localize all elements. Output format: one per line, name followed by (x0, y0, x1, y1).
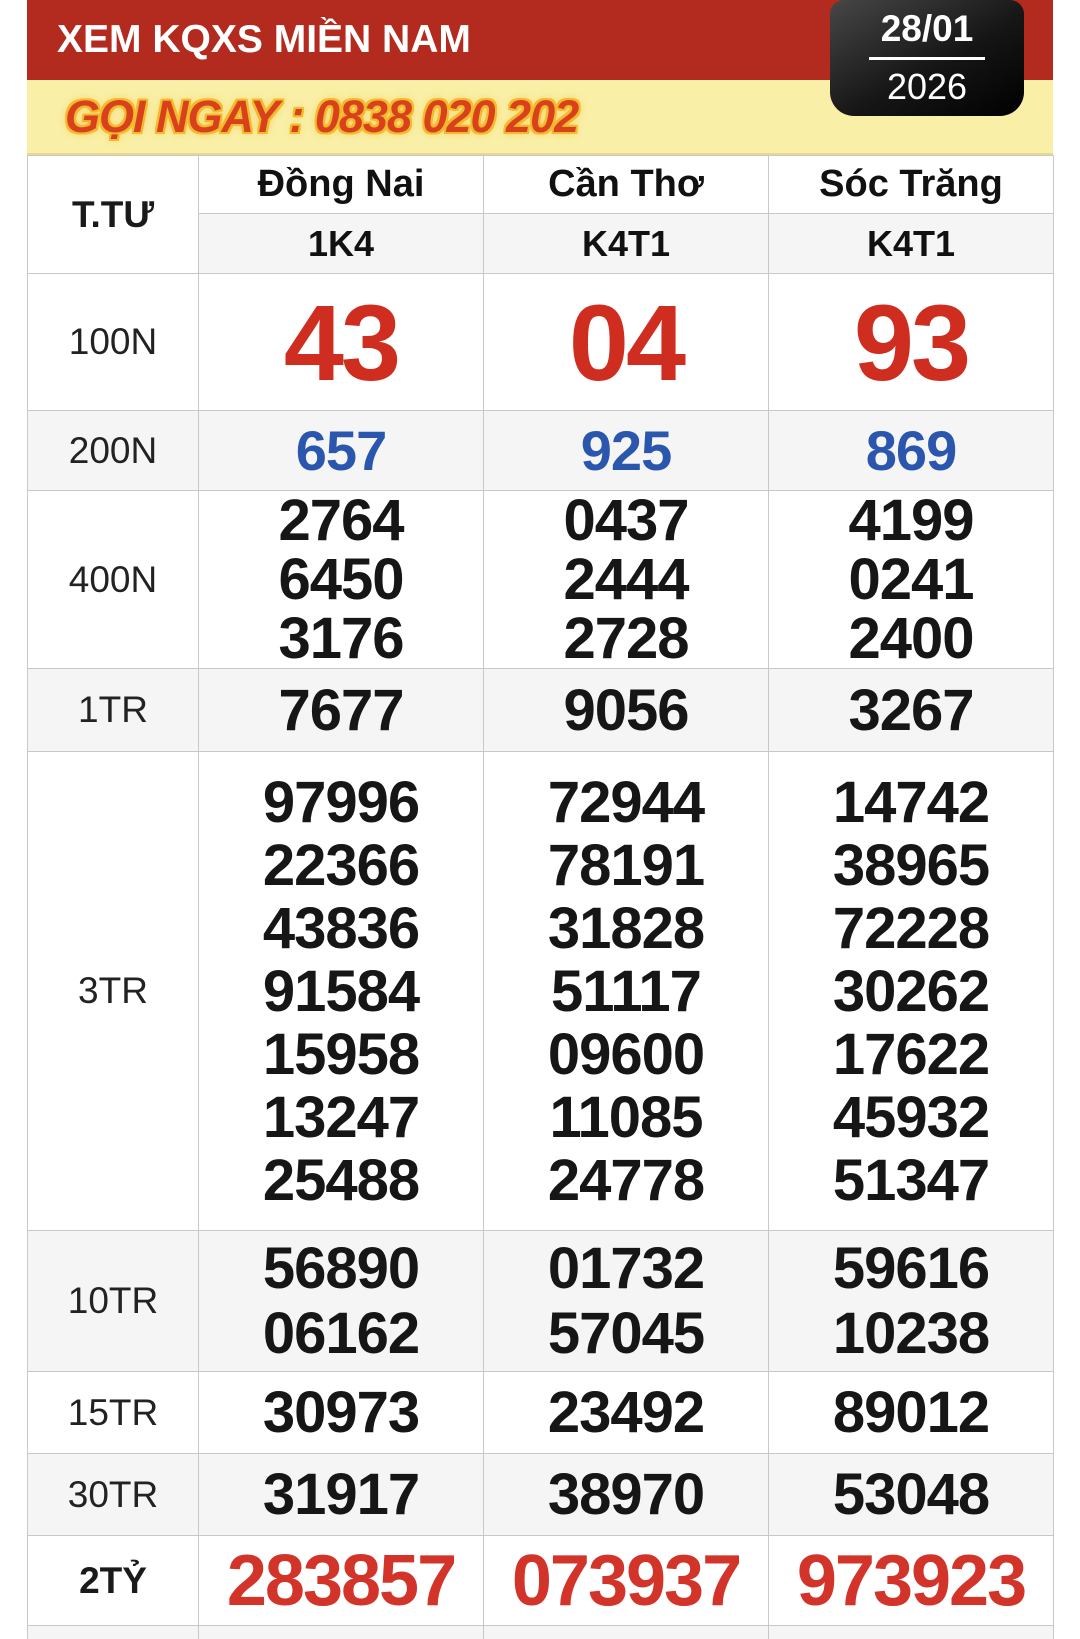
result-number: 0437 (563, 490, 689, 553)
result-400n-dong-nai (199, 491, 484, 669)
result-1tr-soc-trang: 3267 (848, 677, 974, 743)
result-3tr-can-tho (484, 752, 769, 1231)
result-number: 30262 (832, 958, 990, 1024)
result-number: 3176 (278, 606, 404, 669)
date-divider-line (869, 57, 985, 60)
province-name-can-tho: Cần Thơ (484, 156, 769, 214)
result-30tr-soc-trang: 53048 (832, 1462, 990, 1527)
result-number: 11085 (549, 1084, 703, 1150)
result-number: 2728 (563, 606, 689, 669)
draw-code-can-tho: K4T1 (484, 214, 769, 274)
result-200n-can-tho: 925 (580, 419, 672, 482)
result-number: 06162 (262, 1301, 420, 1366)
result-number: 01732 (547, 1236, 705, 1301)
result-number: 72944 (547, 769, 705, 835)
next-row-partial (28, 1626, 1054, 1639)
prize-label-10tr: 10TR (28, 1231, 199, 1372)
result-number: 57045 (547, 1301, 705, 1366)
result-400n-can-tho (484, 491, 769, 669)
prize-row-2ty-jackpot (28, 1536, 1054, 1626)
prize-row-100n (28, 274, 1054, 411)
result-100n-dong-nai: 43 (283, 281, 399, 403)
result-2ty-dong-nai: 283857 (226, 1540, 456, 1621)
result-15tr-can-tho: 23492 (547, 1380, 705, 1445)
result-number: 59616 (832, 1236, 990, 1301)
result-number: 51117 (551, 958, 701, 1024)
result-100n-soc-trang: 93 (853, 281, 969, 403)
results-table (27, 155, 1054, 1639)
date-year: 2026 (886, 66, 968, 108)
result-number: 78191 (547, 832, 705, 898)
result-number: 97996 (262, 769, 420, 835)
prize-label-3tr: 3TR (28, 752, 199, 1231)
result-200n-soc-trang: 869 (865, 419, 957, 482)
result-number: 15958 (262, 1021, 420, 1087)
prize-label-400n: 400N (28, 491, 199, 669)
result-number: 56890 (262, 1236, 420, 1301)
result-number: 17622 (832, 1021, 990, 1087)
result-number: 2400 (848, 606, 974, 669)
result-number: 31828 (547, 895, 705, 961)
result-100n-can-tho: 04 (568, 281, 684, 403)
result-number: 14742 (832, 769, 990, 835)
province-name-soc-trang: Sóc Trăng (769, 156, 1054, 214)
result-number: 2444 (563, 547, 689, 612)
result-number: 25488 (262, 1147, 420, 1213)
date-selector[interactable] (830, 0, 1024, 116)
result-number: 2764 (278, 490, 404, 553)
prize-label-15tr: 15TR (28, 1372, 199, 1454)
result-number: 4199 (848, 490, 974, 553)
result-3tr-dong-nai (199, 752, 484, 1231)
prize-label-100n: 100N (28, 274, 199, 411)
province-name-dong-nai: Đồng Nai (199, 156, 484, 214)
result-number: 13247 (262, 1084, 420, 1150)
prize-row-200n (28, 411, 1054, 491)
result-number: 24778 (547, 1147, 705, 1213)
result-number: 72228 (832, 895, 990, 961)
result-number: 43836 (262, 895, 420, 961)
result-30tr-can-tho: 38970 (547, 1462, 705, 1527)
result-30tr-dong-nai: 31917 (262, 1462, 420, 1527)
result-400n-soc-trang (769, 491, 1054, 669)
page-content (27, 0, 1053, 1639)
weekday-label: T.TƯ (28, 156, 199, 274)
province-header-row (28, 156, 1054, 214)
draw-code-soc-trang: K4T1 (769, 214, 1054, 274)
result-10tr-dong-nai (199, 1231, 484, 1372)
prize-row-1tr (28, 669, 1054, 752)
prize-row-30tr (28, 1454, 1054, 1536)
prize-label-200n: 200N (28, 411, 199, 491)
prize-row-400n (28, 491, 1054, 669)
page-title: XEM KQXS MIỀN NAM (57, 18, 471, 61)
result-number: 0241 (848, 547, 974, 612)
result-number: 22366 (262, 832, 420, 898)
result-2ty-can-tho: 073937 (511, 1540, 741, 1621)
result-3tr-soc-trang (769, 752, 1054, 1231)
prize-label-1tr: 1TR (28, 669, 199, 752)
result-number: 45932 (832, 1084, 990, 1150)
prize-label-30tr: 30TR (28, 1454, 199, 1536)
result-1tr-dong-nai: 7677 (278, 677, 404, 743)
result-number: 38965 (832, 832, 990, 898)
result-10tr-soc-trang (769, 1231, 1054, 1372)
prize-row-3tr (28, 752, 1054, 1231)
result-1tr-can-tho: 9056 (563, 677, 689, 743)
result-200n-dong-nai: 657 (295, 419, 387, 482)
prize-row-10tr (28, 1231, 1054, 1372)
result-number: 09600 (547, 1021, 705, 1087)
result-10tr-can-tho (484, 1231, 769, 1372)
result-15tr-soc-trang: 89012 (832, 1380, 990, 1445)
result-number: 10238 (832, 1301, 990, 1366)
prize-row-15tr (28, 1372, 1054, 1454)
prize-label-2ty: 2TỶ (28, 1536, 199, 1626)
result-number: 91584 (262, 958, 420, 1024)
result-2ty-soc-trang: 973923 (796, 1540, 1026, 1621)
date-day-month: 28/01 (880, 8, 974, 50)
hotline-phone-link[interactable]: GỌI NGAY : 0838 020 202 (65, 90, 579, 142)
result-number: 6450 (278, 547, 404, 612)
result-15tr-dong-nai: 30973 (262, 1380, 420, 1445)
draw-code-dong-nai: 1K4 (199, 214, 484, 274)
result-number: 51347 (832, 1147, 990, 1213)
